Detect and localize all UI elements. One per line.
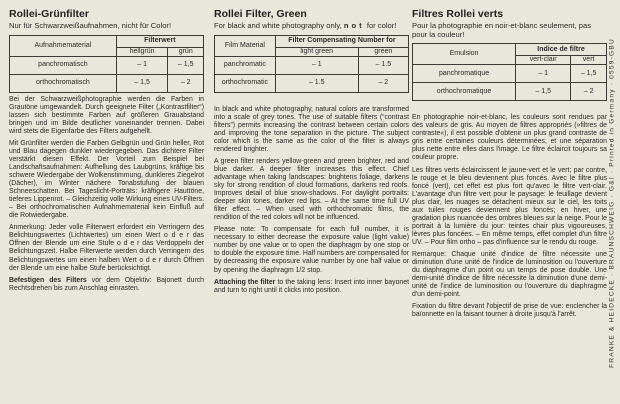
french-column	[412, 8, 607, 323]
table-row	[10, 74, 204, 92]
english-column	[214, 8, 409, 299]
english-col-filter: Filter Compensating Number for	[275, 35, 408, 47]
german-attach-label: Befestigen des Filters	[9, 276, 87, 284]
english-attach-text: to the taking lens: Insert into inner bayonet and turn to right until it clicks into position.	[214, 278, 409, 294]
material-cell: orthochromatique	[413, 83, 516, 101]
english-sub-b: green	[358, 47, 408, 56]
german-attach-text: vor dem Objektiv: Bajonett durch Rechtsdrehen bis zum Anschlag einrasten.	[9, 276, 205, 292]
english-subtitle	[214, 22, 409, 31]
value-cell: – 2	[358, 74, 408, 92]
value-cell: – 1.5	[275, 74, 358, 92]
german-note-text: Jeder volle Filterwert erfordert ein Verringern des Belichtungswertes (Lichtwertes) um einen Wert o d e r das Öffnen der Blende um eine Stufe o d e r das Verdoppeln der Belichtungszeit. Halbe Filterwerte werden durch Verringern des Belichtungswertes um einen halben Wert o d e r durch Öffnen der Blende um eine halbe Stufe berücksichtigt.	[9, 224, 204, 272]
english-paragraph-1: In black and white photography, natural colors are transformed into a scale of grey tones. The use of suitable filters (“contrast filters”) permits increasing the contrast between certain colors and improving the tone separation in the picture. The subject color which is the same as the color of the filter is always rendered brighter.	[214, 105, 409, 153]
german-column	[9, 8, 204, 297]
value-cell: – 1,5	[168, 56, 204, 74]
english-filter-table	[214, 35, 409, 93]
french-sub-a: vert-clair	[516, 56, 571, 65]
table-row	[413, 65, 607, 83]
german-title: Rollei-Grünfilter	[9, 8, 89, 20]
value-cell: – 1,5	[516, 83, 571, 101]
material-cell: orthochromatic	[215, 74, 276, 92]
table-row	[215, 56, 409, 74]
table-row	[215, 74, 409, 92]
side-imprint-text: FRANKE & HEIDECKE · BRAUNSCHWEIG · G&I · Printed in Germany · 0559-GBU	[608, 37, 616, 368]
value-cell: – 1	[516, 65, 571, 83]
table-row	[10, 56, 204, 74]
value-cell: – 2	[571, 83, 607, 101]
french-paragraph-1: En photographie noir-et-blanc, les couleurs sont rendues par des valeurs de gris. Au moyen de filtres appropriés (»filtres de contraste«), il est possible d'obtenir un plus grand contraste de gris entre certaines couleurs déterminées, et une séparation plus nette entre elles dans l'image. Le filtre éclaircit toujours sa couleur propre.	[412, 114, 607, 162]
english-subtitle-not: not	[343, 21, 365, 30]
german-col-filterwert: Filterwert	[116, 35, 203, 47]
french-title: Filtres Rollei verts	[412, 8, 504, 20]
german-filter-table	[9, 35, 204, 93]
german-sub-b: grün	[168, 47, 204, 56]
german-note-label: Anmerkung:	[9, 224, 47, 232]
value-cell: – 2	[168, 74, 204, 92]
german-paragraph-2: Mit Grünfilter werden die Farben Gelbgrün und Grün heller, Rot und Blau dagegen dunkler wiedergegeben. Das dichtere Filter verstärkt diesen Effekt. Der Vorteil zum Beispiel bei Landschaftsaufnahmen: Aufhellung des Laubgrüns, kräftige bis schwere Wiedergabe der Wolkenstimmung, dunkleres Ziegelrot (Dächer), im Winter nächere Tonabstufung der blauen Schneeschatten. Bei Tageslicht-Porträts: kräftigere Hauttöne, tieferes Lippenrot. – Gleichzeitig volle Wirkung eines UV-Filters. – Bei orthochromatischen Aufnahmematerial kein Einfluß auf die Rotwiedergabe.	[9, 139, 204, 220]
english-paragraph-4	[214, 279, 409, 295]
english-sub-a: light green	[275, 47, 358, 56]
german-sub-a: hellgrün	[116, 47, 168, 56]
english-title: Rollei Filter, Green	[214, 8, 307, 20]
french-sub-b: vert	[571, 56, 607, 65]
material-cell: panchromatique	[413, 65, 516, 83]
german-paragraph-1: Bei der Schwarzweißphotographie werden die Farben in Grautöne umgewandelt. Durch geeignete Filter („Kontrastfilter“) lassen sich bestimmte Farben auf größeren Grauabstand bringen und im Bilde deutlicher voneinander trennen. Dabei wird stets die Eigenfarbe des Filters aufgehellt.	[9, 95, 204, 135]
french-paragraph-2: Les filtres verts éclaircissent le jaune-vert et le vert; par contre, le rouge et le bleu deviennent plus foncés. Avec le filtre plus foncé (vert), cet effet est plus fort qu'avec le filtre vert-clair. L'avantage d'un filtre vert pour le paysage: le feuillage devient plus clair, les nuages se détachent mieux sur le ciel, les toits aux tuiles rouges deviennent plus foncés; en hiver, une gradation plus nuancée des ombres bleues sur la neige. Pour le portrait à la lumière du jour: teintes chair plus vigoureuses, lèvres plus foncées. – En même temps, effet complet d'un filtre UV. – Pour film ortho – pas d'influence sur le rendu du rouge.	[412, 166, 607, 246]
value-cell: – 1.5	[358, 56, 408, 74]
french-paragraph-3: Remarque: Chaque unité d'indice de filtre nécessite une diminution d'une unité de l'indice de luminosition ou l'ouverture du diaphragme d'un point ou un temps de pose double. Une demi-unité d'indice de filtre nécessite la diminution d'une demi-unité de l'indice de luminosition ou l'ouverture du diaphragme d'un demi-point.	[412, 250, 607, 299]
value-cell: – 1	[116, 56, 168, 74]
german-col-material: Aufnahmematerial	[10, 35, 117, 56]
english-paragraph-3: Please note: To compensate for each full number, it is necessary to either decrease the exposure value (light value) number by one value or to open the diaphragm by one stop or to double the exposure time. Half numbers are compensated for by decreasing the exposure value number by one half value or by opening the diaphragm 1/2 stop.	[214, 226, 409, 274]
value-cell: – 1,5	[116, 74, 168, 92]
french-filter-table	[412, 43, 607, 101]
value-cell: – 1,5	[571, 65, 607, 83]
german-subtitle: Nur für Schwarzweißaufnahmen, nicht für Color!	[9, 21, 172, 30]
english-col-material: Film Material	[215, 35, 276, 56]
material-cell: orthochromatisch	[10, 74, 117, 92]
german-paragraph-3	[9, 224, 204, 272]
french-subtitle: Pour la photographie en noir-et-blanc seulement, pas pour la couleur!	[412, 21, 591, 39]
english-paragraph-2: A green filter renders yellow-green and green brighter, red and blue darker. A deeper filter increases this effect. Chief advantage when taking landscapes: brightens foliage, darkens sky for strong rendition of cloud formations, darkens red roofs. Improves detail of blue snow-shadows. For daylight portraits: deeper skin tones, darker red lips. – At the same time full UV filter effect. – When used with orthochromatic films, the rendition of the red colors will not be influenced.	[214, 157, 409, 222]
german-paragraph-4	[9, 277, 204, 293]
french-paragraph-4: Fixation du filtre devant l'objectif de prise de vue: enclencher la baïonnette en la faisant tourner à droite jusqu'à l'arrêt.	[412, 303, 607, 319]
material-cell: panchromatisch	[10, 56, 117, 74]
french-col-filter: Indice de filtre	[516, 44, 607, 56]
material-cell: panchromatic	[215, 56, 276, 74]
table-row	[413, 83, 607, 101]
value-cell: – 1	[275, 56, 358, 74]
side-imprint	[607, 10, 617, 395]
french-col-material: Emulsion	[413, 44, 516, 65]
english-subtitle-b: for color!	[366, 21, 397, 30]
english-attach-label: Attaching the filter	[214, 278, 276, 286]
english-subtitle-a: For black and white photography only,	[214, 21, 342, 30]
